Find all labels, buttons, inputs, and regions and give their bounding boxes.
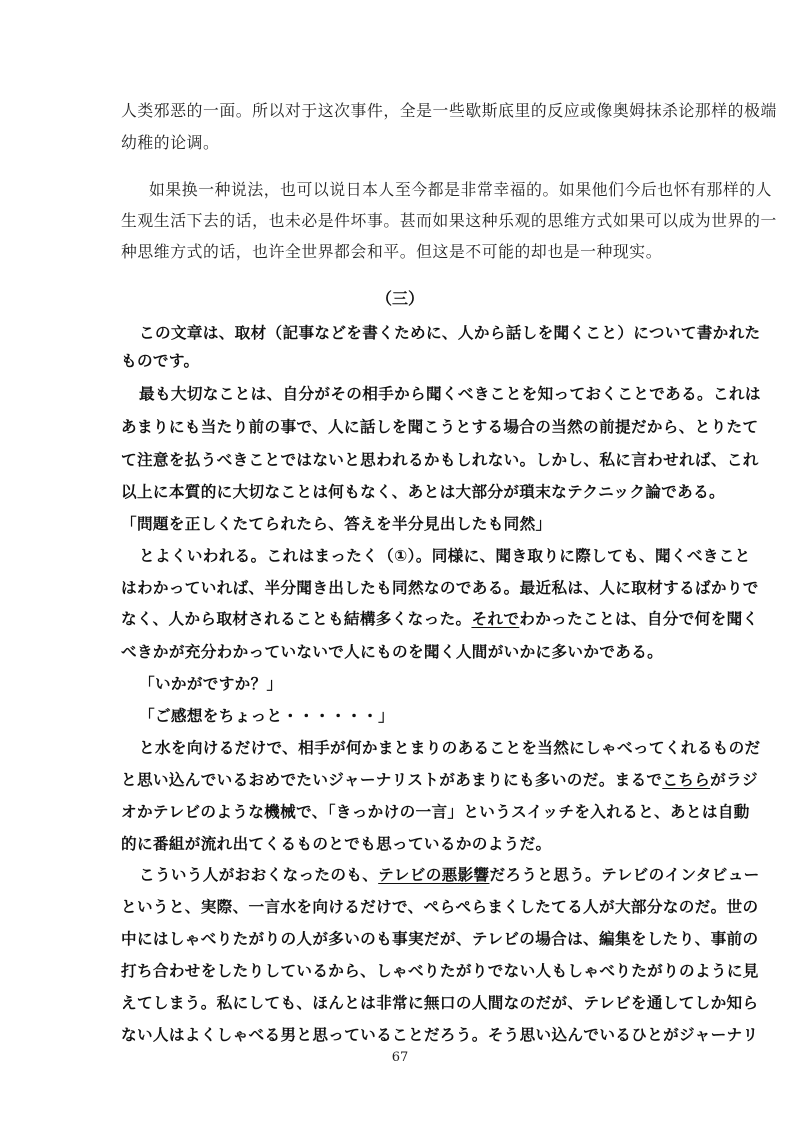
text-segment: だろうと思う。テレビのインタビュー bbox=[489, 866, 760, 884]
japanese-text-line: とよくいわれる。これはまったく（①）。同様に、聞き取りに際しても、聞くべきこと bbox=[139, 547, 751, 565]
japanese-text-line: えてしまう。私にしても、ほんとは非常に無口の人間なのだが、テレビを通してしか知ら bbox=[121, 994, 759, 1012]
underlined-phrase: こちら bbox=[662, 771, 711, 789]
japanese-text-line: あまりにも当たり前の事で、人に話しを聞こうとする場合の当然の前提だから、とりたて bbox=[121, 418, 759, 436]
japanese-text-line: この文章は、取材（記事などを書くために、人から話しを聞くこと）について書かれた bbox=[139, 324, 761, 342]
japanese-text-line: 的に番組が流れ出てくるものとでも思っているかのようだ。 bbox=[121, 835, 552, 853]
chinese-text-line: 幼稚的论调。 bbox=[121, 133, 220, 152]
japanese-text-line bbox=[139, 864, 760, 886]
chinese-text-line: 如果换一种说法，也可以说日本人至今都是非常幸福的。如果他们今后也怀有那样的人 bbox=[149, 180, 773, 199]
japanese-text-line: 以上に本質的に大切なことは何もなく、あとは大部分が瑣末なテクニック論である。 bbox=[121, 483, 725, 501]
quoted-saying: 「問題を正しくたてられたら、答えを半分見出したも同然」 bbox=[121, 515, 552, 533]
underlined-phrase: それで bbox=[471, 610, 520, 628]
quoted-question: 「ご感想をちょっと・・・・・・」 bbox=[139, 707, 395, 725]
text-segment: こういう人がおおくなったのも、 bbox=[139, 866, 379, 884]
japanese-text-line: て注意を払うべきことではないと思われるかもしれない。しかし、私に言わせれば、これ bbox=[121, 451, 759, 469]
japanese-text-line: というと、実際、一言水を向けるだけで、ぺらぺらまくしたてる人が大部分なのだ。世の bbox=[121, 898, 759, 916]
section-heading: （三） bbox=[375, 289, 424, 308]
japanese-text-line: べきかが充分わかっていないで人にものを聞く人間がいかに多いかである。 bbox=[121, 643, 664, 661]
chinese-text-line: 人类邪恶的一面。所以对于这次事件，全是一些歇斯底里的反应或像奥姆抹杀论那样的极端 bbox=[121, 101, 777, 120]
underlined-phrase: テレビの悪影響 bbox=[378, 866, 490, 884]
japanese-text-line: 最も大切なことは、自分がその相手から聞くべきことを知っておくことである。これは bbox=[139, 385, 761, 403]
text-segment: なく、人から取材されることも結構多くなった。 bbox=[121, 610, 472, 628]
japanese-text-line: と水を向けるだけで、相手が何かまとまりのあることを当然にしゃべってくれるものだ bbox=[139, 739, 761, 757]
japanese-text-line: ない人はよくしゃべる男と思っていることだろう。そう思い込んでいるひとがジャーナリ bbox=[121, 1026, 759, 1044]
text-segment: がラジ bbox=[710, 771, 758, 789]
text-segment: わかったことは、自分で何を聞く bbox=[519, 610, 759, 628]
chinese-text-line: 生观生活下去的话，也未必是件坏事。甚而如果这种乐观的思维方式如果可以成为世界的一 bbox=[121, 211, 777, 230]
japanese-text-line: 打ち合わせをしたりしているから、しゃべりたがりでない人もしゃべりたがりのように見 bbox=[121, 962, 759, 980]
chinese-text-line: 种思维方式的话，也许全世界都会和平。但这是不可能的却也是一种现实。 bbox=[121, 242, 663, 261]
japanese-text-line: オかテレビのような機械で、「きっかけの一言」というスイッチを入れると、あとは自動 bbox=[121, 803, 750, 821]
quoted-question: 「いかがですか？」 bbox=[139, 675, 283, 693]
japanese-text-line bbox=[121, 769, 758, 791]
japanese-text-line: ものです。 bbox=[121, 352, 200, 370]
page-number: 67 bbox=[391, 1050, 409, 1065]
japanese-text-line: はわかっていれば、半分聞き出したも同然なのである。最近私は、人に取材するばかりで bbox=[121, 579, 759, 597]
japanese-text-line: 中にはしゃべりたがりの人が多いのも事実だが、テレビの場合は、編集をしたり、事前の bbox=[121, 930, 759, 948]
japanese-text-line bbox=[121, 608, 758, 630]
text-segment: と思い込んでいるおめでたいジャーナリストがあまりにも多いのだ。まるで bbox=[121, 771, 663, 789]
